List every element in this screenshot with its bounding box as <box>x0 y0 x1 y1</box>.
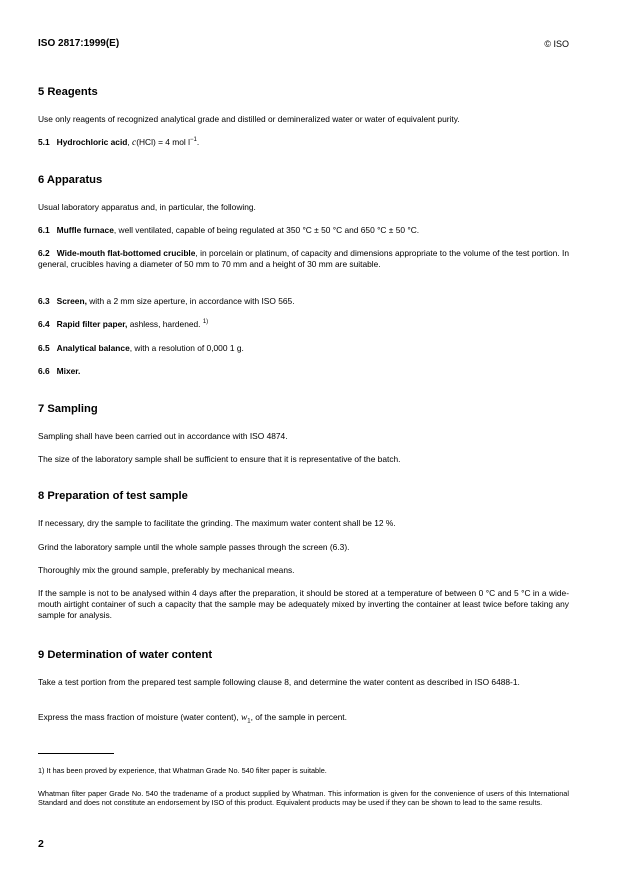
item-number: 6.5 <box>38 343 50 353</box>
page-number: 2 <box>38 838 44 850</box>
item-name: Wide-mouth flat-bottomed crucible <box>56 248 196 258</box>
item-6-6 <box>38 366 569 377</box>
item-6-4 <box>38 319 569 330</box>
item-number: 6.1 <box>38 225 50 235</box>
section-9-paragraph-1: Take a test portion from the prepared test sample following clause 8, and determine the water content as described in ISO 6488-1. <box>38 677 520 687</box>
section-5-heading: 5 Reagents <box>38 86 98 98</box>
item-number: 6.3 <box>38 296 50 306</box>
item-6-5 <box>38 343 569 354</box>
paragraph-text-a: Express the mass fraction of moisture (water content), <box>38 712 241 722</box>
item-6-3 <box>38 296 569 307</box>
section-9-heading: 9 Determination of water content <box>38 649 213 661</box>
section-8-paragraph-2: Grind the laboratory sample until the whole sample passes through the screen (6.3). <box>38 542 350 552</box>
item-6-1 <box>38 225 569 236</box>
concentration-symbol: c <box>132 138 137 148</box>
item-separator: , <box>127 137 133 147</box>
section-9-paragraph-2 <box>38 712 569 724</box>
mass-fraction-subscript: 1 <box>247 718 251 725</box>
document-id: ISO 2817:1999(E) <box>38 38 120 49</box>
section-7-paragraph-2: The size of the laboratory sample shall be sufficient to ensure that it is representative of the batch. <box>38 454 401 464</box>
footnote-trademark-notice: Whatman filter paper Grade No. 540 the tradename of a product supplied by Whatman. This information is given for the convenience of users of this International Standard and does not constitute an endorsement by ISO of this product. Equivalent products may be used if they can be shown to lead to the same results. <box>38 789 569 808</box>
item-5-1 <box>38 137 569 149</box>
item-number: 6.6 <box>38 366 50 376</box>
item-name: Screen, <box>56 296 87 306</box>
item-text: , well ventilated, capable of being regulated at 350 °C ± 50 °C and 650 °C ± 50 °C. <box>113 225 420 235</box>
item-name: Analytical balance <box>56 343 130 353</box>
section-7-paragraph-1: Sampling shall have been carried out in accordance with ISO 4874. <box>38 431 288 441</box>
section-8-paragraph-1: If necessary, dry the sample to facilitate the grinding. The maximum water content shall be 12 %. <box>38 518 396 528</box>
item-formula: (HCl) = 4 mol l <box>136 137 190 147</box>
item-name: Hydrochloric acid <box>56 137 128 147</box>
item-text: with a 2 mm size aperture, in accordance with ISO 565. <box>86 296 295 306</box>
item-number: 5.1 <box>38 137 50 147</box>
footnote-separator <box>38 753 114 754</box>
section-6-intro: Usual laboratory apparatus and, in particular, the following. <box>38 202 256 212</box>
item-name: Mixer. <box>56 366 81 376</box>
footnote-reference[interactable]: 1) <box>202 319 209 326</box>
section-8-paragraph-3: Thoroughly mix the ground sample, preferably by mechanical means. <box>38 565 295 575</box>
item-name: Muffle furnace <box>56 225 114 235</box>
item-end: . <box>196 137 200 147</box>
section-8-heading: 8 Preparation of test sample <box>38 490 188 502</box>
item-6-2 <box>38 248 569 270</box>
copyright-notice: © ISO <box>544 39 569 49</box>
section-8-paragraph-4: If the sample is not to be analysed within 4 days after the preparation, it should be stored at a temperature of between 0 °C and 5 °C in a wide-mouth airtight container of such a capacity that the sample may be adequately mixed by inverting the container at least twice before taking any sample for analysis. <box>38 588 569 620</box>
item-name: Rapid filter paper, <box>56 319 128 329</box>
section-6-heading: 6 Apparatus <box>38 174 103 186</box>
item-number: 6.2 <box>38 248 50 258</box>
item-text: , with a resolution of 0,000 1 g. <box>129 343 244 353</box>
item-text: , in porcelain or platinum, of capacity and dimensions appropriate to the volume of the test portion. In general, crucibles having a diameter of 50 mm to 70 mm and a height of 30 mm are suitable. <box>38 248 569 269</box>
section-5-intro: Use only reagents of recognized analytical grade and distilled or demineralized water or water of equivalent purity. <box>38 114 460 124</box>
paragraph-text-b: , of the sample in percent. <box>250 712 347 722</box>
item-number: 6.4 <box>38 319 50 329</box>
footnote-1: 1) It has been proved by experience, that Whatman Grade No. 540 filter paper is suitable. <box>38 766 327 775</box>
section-7-heading: 7 Sampling <box>38 403 98 415</box>
item-text: ashless, hardened. <box>127 319 203 329</box>
item-exponent: −1 <box>189 137 197 144</box>
mass-fraction-symbol: w <box>240 713 248 723</box>
